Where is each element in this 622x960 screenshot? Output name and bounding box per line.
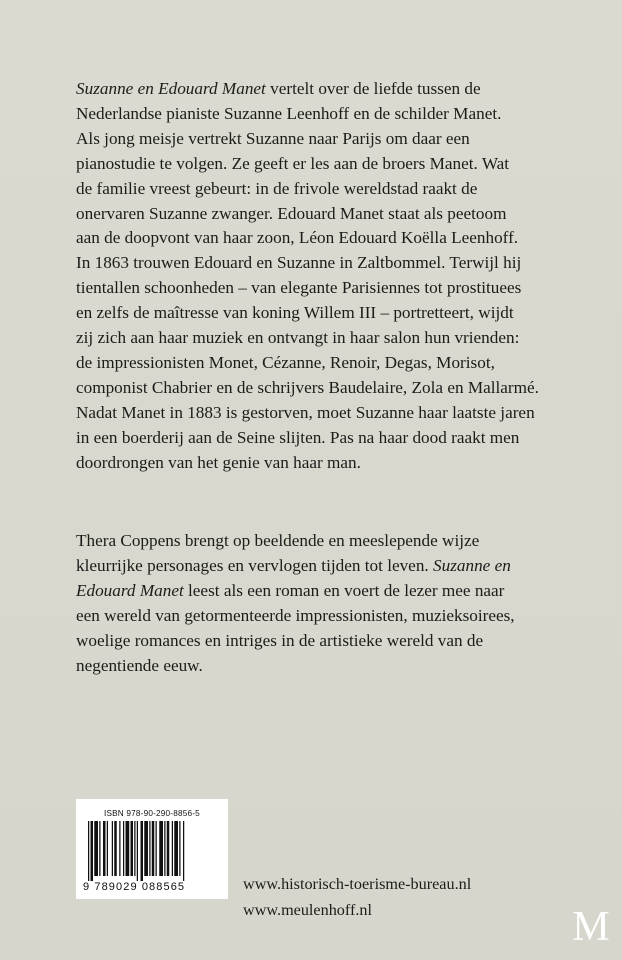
blurb-line: pianostudie te volgen. Ze geeft er les aan de broers Manet. Wat <box>76 153 510 173</box>
blurb-line: in een boerderij aan de Seine slijten. Pas na haar dood raakt men <box>76 427 520 447</box>
barcode-bar <box>149 821 150 876</box>
blurb-line: Als jong meisje vertrekt Suzanne naar Parijs om daar een <box>76 128 470 148</box>
blurb-line: woelige romances en intriges in de artistieke wereld van de <box>76 630 484 650</box>
ean-digits: 9 789029 088565 <box>83 881 186 893</box>
blurb-line: negentiende eeuw. <box>76 655 203 675</box>
blurb-line: Suzanne en Edouard Manet vertelt over de liefde tussen de <box>76 79 481 98</box>
barcode-bar <box>126 821 130 876</box>
barcode-bar <box>99 821 100 876</box>
blurb-line: kleurrijke personages en vervlogen tijden tot leven. Suzanne en <box>76 555 511 575</box>
blurb-line: aan de doopvont van haar zoon, Léon Edouard Koëlla Leenhoff. <box>76 228 519 248</box>
barcode-bar <box>112 821 113 876</box>
blurb-line: Edouard Manet leest als een roman en voert de lezer mee naar <box>76 580 505 600</box>
barcode-bar <box>94 821 98 876</box>
blurb-line: de familie vreest gebeurt: in de frivole wereldstad raakt de <box>76 178 478 198</box>
blurb-line: In 1863 trouwen Edouard en Suzanne in Zaltbommel. Terwijl hij <box>76 253 522 273</box>
barcode-bar <box>152 821 155 876</box>
barcode-label <box>76 799 228 899</box>
barcode-bar <box>134 821 135 876</box>
barcode-bar <box>119 821 120 876</box>
blurb-line: en zelfs de maîtresse van koning Willem III – portretteert, wijdt <box>76 303 514 323</box>
barcode-bar <box>183 821 184 881</box>
blurb-line: de impressionisten Monet, Cézanne, Renoir, Degas, Morisot, <box>76 352 495 372</box>
barcode-bar <box>123 821 124 876</box>
blurb-line: doordrongen van het genie van haar man. <box>76 452 361 472</box>
barcode-bar <box>107 821 108 876</box>
barcode-bar <box>131 821 134 876</box>
publisher-logo-letter: M <box>572 906 610 944</box>
barcode-bar <box>141 821 144 881</box>
blurb-line: zij zich aan haar muziek en ontvangt in haar salon hun vrienden: <box>76 328 520 348</box>
blurb-paragraph-2 <box>76 529 546 678</box>
barcode-bar <box>91 821 94 881</box>
barcode-bar <box>144 821 148 876</box>
barcode-bar <box>103 821 106 876</box>
barcode-bar <box>156 821 157 876</box>
barcode-bar <box>172 821 173 876</box>
blurb-line: Thera Coppens brengt op beeldende en meeslepende wijze <box>76 531 480 550</box>
barcode-bar <box>114 821 117 876</box>
barcode-bar <box>179 821 180 876</box>
blurb-paragraph-1 <box>76 77 546 476</box>
blurb-line: Nadat Manet in 1883 is gestorven, moet Suzanne haar laatste jaren <box>76 402 535 422</box>
barcode-bar <box>167 821 170 876</box>
blurb-line: onervaren Suzanne zwanger. Edouard Manet staat als peetoom <box>76 203 507 223</box>
publisher-logo-icon <box>571 906 611 944</box>
book-title-italic: Suzanne en Edouard Manet <box>76 79 266 98</box>
isbn-text: ISBN 978-90-290-8856-5 <box>104 809 200 818</box>
barcode-bars <box>86 821 220 881</box>
barcode-bar <box>137 821 138 881</box>
website-link-meulenhoff[interactable]: www.meulenhoff.nl <box>243 901 373 919</box>
website-link-historisch[interactable]: www.historisch-toerisme-bureau.nl <box>243 875 472 893</box>
blurb-line: componist Chabrier en de schrijvers Baudelaire, Zola en Mallarmé. <box>76 377 539 397</box>
barcode-bar <box>159 821 163 876</box>
blurb-line: Nederlandse pianiste Suzanne Leenhoff en de schilder Manet. <box>76 103 502 123</box>
barcode-bar <box>88 821 89 881</box>
blurb-line: een wereld van getormenteerde impressionisten, muzieksoirees, <box>76 605 515 625</box>
book-title-italic: Edouard Manet <box>76 580 184 600</box>
barcode-bar <box>164 821 165 876</box>
book-title-italic: Suzanne en <box>433 555 511 575</box>
barcode-bar <box>174 821 178 876</box>
blurb-line: tientallen schoonheden – van elegante Parisiennes tot prostituees <box>76 278 522 298</box>
